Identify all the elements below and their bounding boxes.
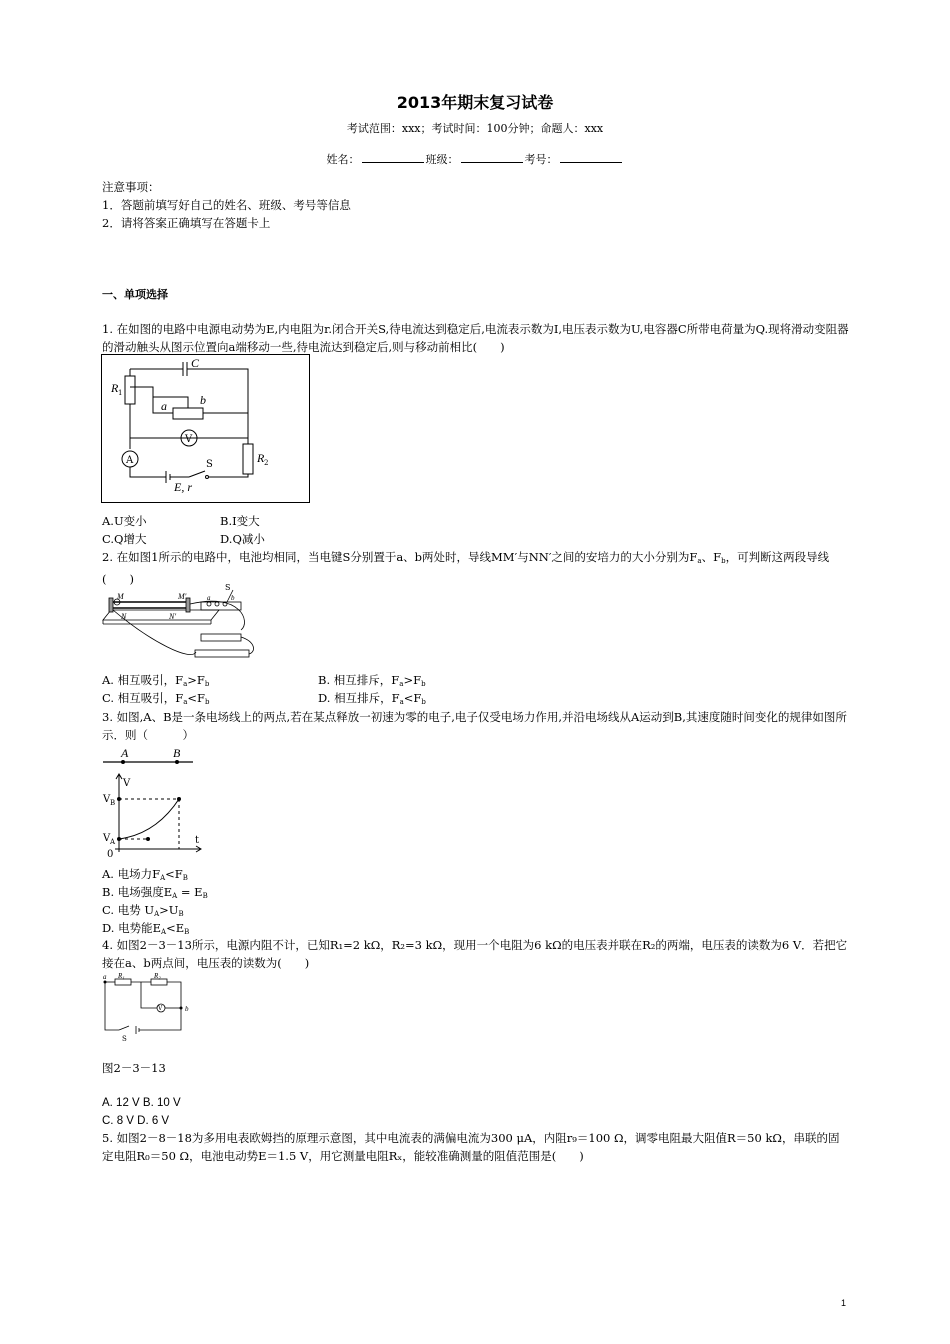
q2-stem-end: ，可判断这两段导线( ): [102, 550, 830, 586]
q2-option-c: C. 相互吸引，$F_a<F_b$: [102, 691, 210, 706]
q3-option-c: C. 电势 $U_A>U_B$: [102, 903, 184, 918]
q2-stem-mid: 、F: [701, 550, 722, 564]
q2-option-b: B. 相互排斥，$F_a>F_b$: [318, 673, 426, 688]
q1-circuit-figure: [101, 354, 311, 504]
q1-label-s: S: [206, 459, 213, 470]
question-4-stem: 4. 如图2－3－13所示，电源内阻不计，已知R₁=2 kΩ，R₂=3 kΩ，现用一个电阻为6 kΩ的电压表并联在R₂的两端，电压表的读数为6 V．若把它接在a、b两点间，电压表的读数为( ): [102, 938, 848, 970]
name-label: 姓名：: [326, 153, 360, 166]
q3-label-vb: V: [103, 794, 111, 805]
q1-option-b: B.I变大: [220, 514, 260, 528]
id-label: 考号：: [524, 153, 558, 166]
q3-option-b: B. 电场强度$E_A = E_B$: [102, 885, 208, 900]
q3-option-a: A. 电场力$F_A<F_B$: [102, 867, 188, 882]
question-3-stem: 3. 如图,A、B是一条电场线上的两点,若在某点释放一初速为零的电子,电子仅受电场力作用,并沿电场线从A运动到B,其速度随时间变化的规律如图所示．则（ ）: [102, 710, 847, 742]
q4-options-row-1: A. 12 V B. 10 V: [102, 1097, 181, 1109]
q4-label-r1: R₁: [118, 972, 125, 980]
q3-label-a: A: [121, 746, 129, 760]
q2-stem-text: 2. 在如图1所示的电路中，电池均相同，当电键S分别置于a、b两处时，导线MM′与NN′之间的安培力的大小分别为F: [102, 550, 698, 564]
q3-label-va: V: [103, 833, 111, 844]
q3-axis-v: V: [123, 778, 131, 789]
q2-label-m: M: [117, 592, 124, 601]
q4-options-row-2: C. 8 V D. 6 V: [102, 1115, 170, 1127]
q1-ammeter-label: A: [126, 455, 134, 466]
q2-apparatus-figure: [101, 582, 261, 666]
q1-label-r2: R: [257, 451, 265, 465]
q4-circuit-figure: [101, 972, 191, 1044]
q4-label-b: b: [185, 1005, 189, 1013]
q2-label-mp: M': [178, 592, 187, 601]
q1-label-r1: R: [111, 381, 119, 395]
id-blank: [560, 151, 622, 163]
q1-label-r1-sub: 1: [118, 389, 123, 397]
name-blank: [362, 151, 424, 163]
svg-text:A: A: [110, 838, 116, 846]
q2-label-s: S: [225, 583, 231, 592]
q1-label-b: b: [200, 393, 206, 407]
q2-label-np: N': [169, 612, 177, 621]
q3-label-b: B: [173, 746, 181, 760]
question-1-stem: 1. 在如图的电路中电源电动势为E,内电阻为r.闭合开关S,待电流达到稳定后,电流表示数为I,电压表示数为U,电容器C所带电荷量为Q.现将滑动变阻器的滑动触头从图示位置向a端移动一些,待电流达到稳定后,则与移动前相比( ): [102, 322, 849, 354]
class-blank: [461, 151, 523, 163]
q4-label-s: S: [122, 1035, 127, 1043]
q2-label-b: b: [231, 594, 235, 602]
q2-stem-sub-b: b: [721, 557, 726, 565]
q3-velocity-time-graph: [101, 744, 211, 859]
q1-option-c: C.Q增大: [102, 532, 147, 546]
q4-figure-caption: 图2－3－13: [102, 1061, 166, 1075]
q2-label-a: a: [207, 594, 211, 602]
q1-voltmeter-label: V: [185, 434, 193, 445]
exam-info: 考试范围：xxx；考试时间：100分钟；命题人：xxx: [346, 122, 604, 135]
svg-text:B: B: [110, 799, 116, 807]
student-info-row: [0, 151, 950, 167]
q1-option-a: A.U变小: [102, 514, 147, 528]
notice-item-2: 2．请将答案正确填写在答题卡上: [102, 216, 271, 230]
q2-label-n: N: [121, 612, 127, 621]
notice-heading: 注意事项：: [102, 180, 160, 194]
q2-stem-sub-a: a: [697, 557, 702, 565]
section-title: 一、单项选择: [102, 288, 168, 301]
q2-option-d: D. 相互排斥，$F_a<F_b$: [318, 691, 426, 706]
q4-label-r2: R₂: [154, 972, 161, 980]
q4-voltmeter-label: V: [158, 1005, 163, 1012]
q3-option-d: D. 电势能$E_A<E_B$: [102, 921, 190, 936]
question-5-stem: 5. 如图2－8－18为多用电表欧姆挡的原理示意图，其中电流表的满偏电流为300 μA，内阻r₉＝100 Ω，调零电阻最大阻值R＝50 kΩ，串联的固定电阻R₀＝50 Ω，电池电动势E＝1.5 V，用它测量电阻Rₓ，能较准确测量的阻值范围是( ): [102, 1131, 840, 1163]
q1-label-r2-sub: 2: [264, 459, 269, 467]
q1-option-d: D.Q减小: [220, 532, 265, 546]
q1-label-a: a: [161, 399, 167, 413]
page-title: 2013年期末复习试卷: [396, 93, 554, 112]
q2-option-a: A. 相互吸引，$F_a>F_b$: [102, 673, 210, 688]
q1-label-er: E, r: [174, 480, 192, 494]
q1-label-c: C: [191, 356, 200, 370]
q3-axis-t: t: [195, 835, 200, 846]
class-label: 班级：: [425, 153, 459, 166]
q3-origin: 0: [107, 849, 114, 859]
q4-label-a: a: [103, 973, 107, 981]
notice-item-1: 1．答题前填写好自己的姓名、班级、考号等信息: [102, 198, 351, 212]
page-number: 1: [840, 1298, 846, 1308]
